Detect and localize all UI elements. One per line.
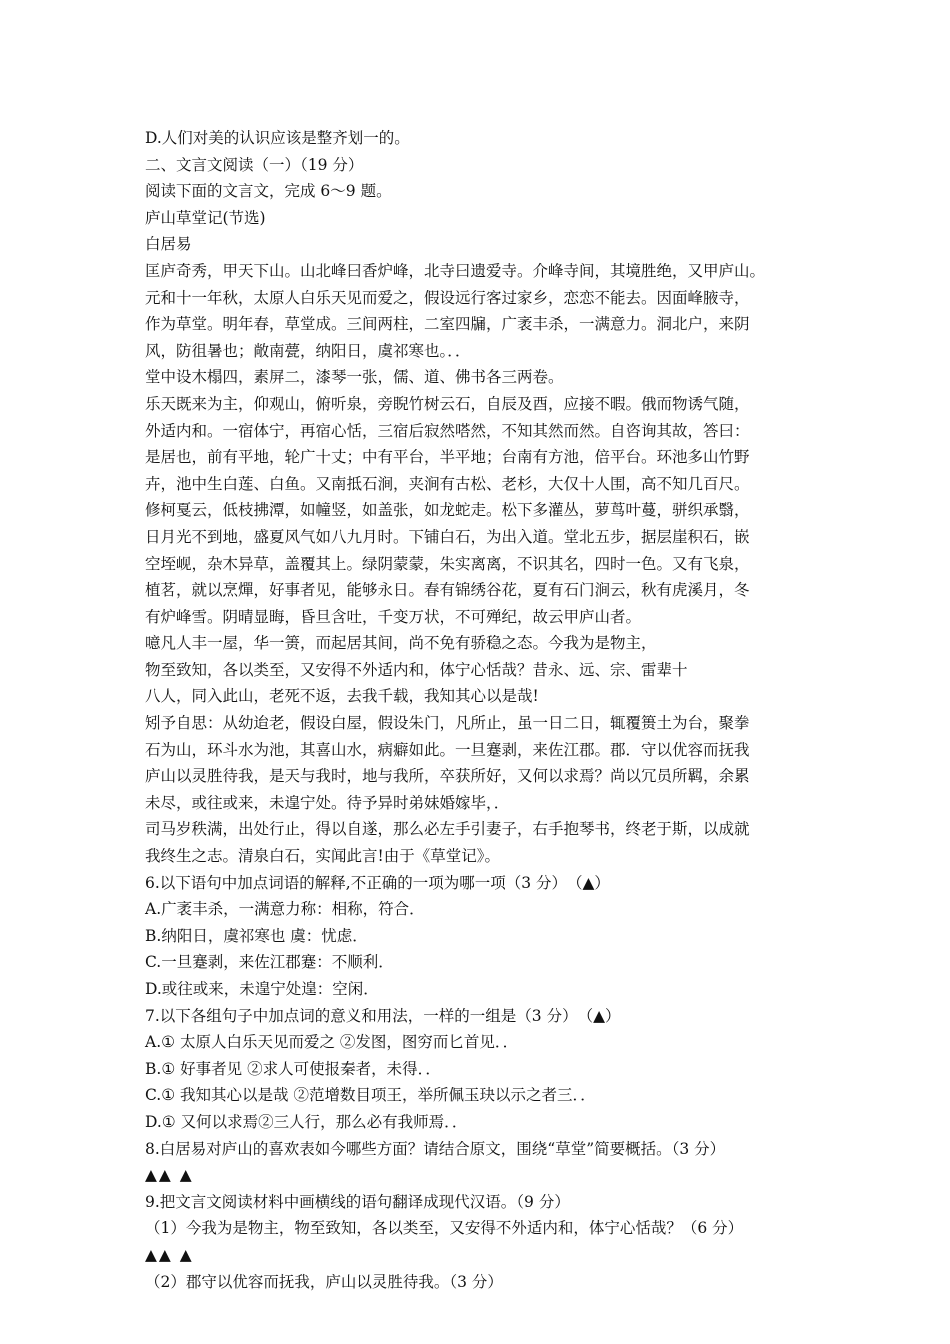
- question-8: 8.白居易对庐山的喜欢表如今哪些方面？请结合原文，围绕“草堂”简要概括。（3 分）: [145, 1139, 726, 1158]
- section-heading: 二、文言文阅读（一）（19 分）: [145, 155, 364, 174]
- question-6-option-d: D.或往或来，未遑宁处遑：空闲．: [145, 980, 379, 998]
- answer-placeholder: ▲▲ ▲: [145, 1245, 194, 1264]
- question-7-option-a: A.① 太原人白乐天见而爱之 ②发图，图穷而匕首见．．: [145, 1033, 519, 1052]
- instruction: 阅读下面的文言文，完成 6～9 题。: [145, 182, 392, 201]
- question-9-part-1: （1）今我为是物主，物至致知，各以类至，又安得不外适内和，体宁心恬哉？（6 分）: [145, 1219, 744, 1238]
- passage-line: 元和十一年秋，太原人白乐天见而爱之，假设远行客过家乡，恋恋不能去。因面峰腋寺，: [145, 288, 750, 307]
- passage-line: 匡庐奇秀，甲天下山。山北峰曰香炉峰，北寺曰遗爱寺。介峰寺间，其境胜绝，又甲庐山。: [145, 261, 766, 280]
- passage-line: 是居也，前有平地，轮广十丈；中有平台，半平地；台南有方池，倍平台。环池多山竹野: [145, 448, 750, 467]
- passage-line: 我终生之志。清泉白石，实闻此言!由于《草堂记》。: [145, 847, 500, 866]
- answer-placeholder: ▲▲ ▲: [145, 1166, 194, 1185]
- passage-line: 风，防徂暑也；敞南甍，纳阳日，虞祁寒也。．．: [145, 341, 471, 360]
- document-page: [145, 125, 835, 1295]
- question-7-option-b: B.① 好事者见 ②求人可使报秦者，未得．．: [145, 1059, 441, 1078]
- passage-line: 矧予自思：从幼迨老，假设白屋，假设朱门，凡所止，虽一日二日，辄覆篑土为台，聚拳: [145, 714, 750, 733]
- question-6-option-c: C.一旦蹇剥，来佐江郡蹇：不顺利．: [145, 953, 394, 972]
- passage-line: 石为山，环斗水为池，其喜山水，病癖如此。一旦蹇剥，来佐江郡。郡．守以优容而抚我: [145, 740, 750, 759]
- passage-line: 卉，池中生白莲、白鱼。又南抵石涧，夹涧有古松、老杉，大仅十人围，高不知几百尺。: [145, 474, 750, 493]
- passage-line: 八人，同入此山，老死不返，去我千载，我知其心以是哉!: [145, 687, 539, 706]
- question-7: 7.以下各组句子中加点词的意义和用法，一样的一组是（3 分） （▲）: [145, 1006, 621, 1025]
- option-d-previous-question: D.人们对美的认识应该是整齐划一的。: [145, 129, 410, 147]
- passage-line: 未尽，或往或来，未遑宁处。待予异时弟妹婚嫁毕，．: [145, 793, 510, 812]
- question-6-option-b: B.纳阳日，虞祁寒也 虞：忧虑．: [145, 926, 368, 945]
- passage-line: 噫凡人丰一屋，华一箦，而起居其间，尚不免有骄稳之态。今我为是物主，: [145, 634, 657, 653]
- passage-author: 白居易: [145, 235, 192, 254]
- passage-title: 庐山草堂记(节选): [145, 208, 266, 227]
- passage-line: 日月光不到地，盛夏风气如八九月时。下铺白石，为出入道。堂北五步，据层崖积石，嵌: [145, 527, 750, 546]
- question-9: 9.把文言文阅读材料中画横线的语句翻译成现代汉语。（9 分）: [145, 1192, 570, 1211]
- passage-line: 物至致知，各以类至，又安得不外适内和，体宁心恬哉？昔永、远、宗、雷辈十: [145, 660, 688, 679]
- question-9-part-2: （2）郡守以优容而抚我，庐山以灵胜待我。（3 分）: [145, 1272, 503, 1291]
- passage-line: 庐山以灵胜待我，是天与我时，地与我所，卒获所好，又何以求焉？尚以冗员所羁，余累: [145, 767, 750, 786]
- passage-line: 堂中设木榻四，素屏二，漆琴一张，儒、道、佛书各三两卷。: [145, 368, 564, 387]
- passage-line: 作为草堂。明年春，草堂成。三间两柱，二室四牖，广袤丰杀，一满意力。洞北户，来阴: [145, 315, 750, 334]
- passage-line: 有炉峰雪。阴晴显晦，昏旦含吐，千变万状，不可殚纪，故云甲庐山者。: [145, 607, 642, 626]
- question-6-option-a: A.广袤丰杀，一满意力称：相称，符合．: [145, 900, 425, 919]
- passage-line: 外适内和。一宿体宁，再宿心恬，三宿后寂然嗒然，不知其然而然。自咨询其故，答曰：: [145, 421, 750, 440]
- passage-line: 空垤岘，杂木异草，盖覆其上。绿阴蒙蒙，朱实离离，不识其名，四时一色。又有飞泉，: [145, 554, 750, 573]
- passage-line: 司马岁秩满，出处行止，得以自遂，那么必左手引妻子，右手抱琴书，终老于斯，以成就: [145, 820, 750, 839]
- passage-line: 修柯戛云，低枝拂潭，如幢竖，如盖张，如龙蛇走。松下多灌丛，萝茑叶蔓，骈织承翳，: [145, 501, 750, 520]
- question-7-option-c: C.① 我知其心以是哉 ②范增数目项王，举所佩玉玦以示之者三．．: [145, 1086, 596, 1105]
- passage-line: 乐天既来为主，仰观山，俯听泉，旁睨竹树云石，自辰及酉，应接不暇。俄而物诱气随，: [145, 394, 750, 413]
- passage-line: 植茗，就以烹燀，好事者见，能够永日。春有锦绣谷花，夏有石门涧云，秋有虎溪月，冬: [145, 581, 750, 600]
- question-7-option-d: D.① 又何以求焉②三人行，那么必有我师焉．．: [145, 1112, 468, 1131]
- question-6: 6.以下语句中加点词语的解释,不正确的一项为哪一项（3 分） （▲）: [145, 873, 610, 892]
